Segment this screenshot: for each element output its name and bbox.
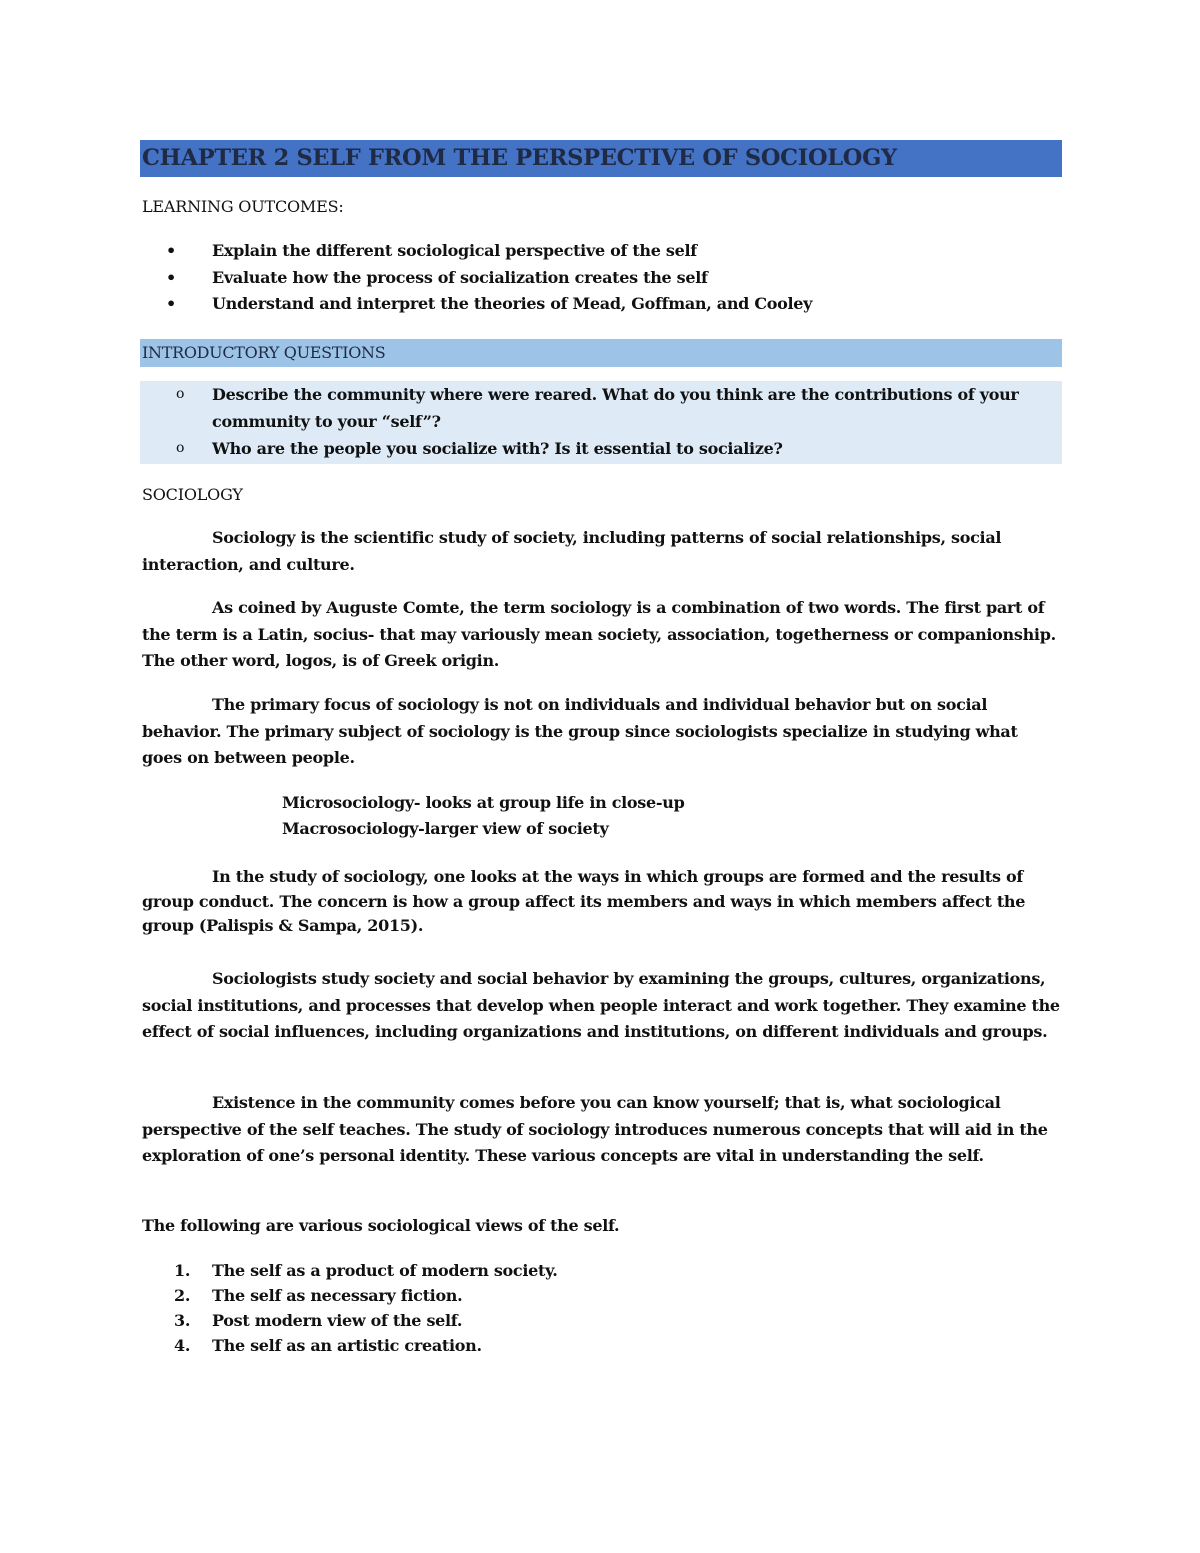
list-number: 4. <box>174 1336 191 1355</box>
paragraph: Sociologists study society and social behavior by examining the groups, cultures, organizations, social institutions, and processes that develop when people interact and work together. They examine the effect of social influences, including organizations and institutions, on different individuals and groups. <box>142 969 1060 1041</box>
learning-outcomes-list <box>140 238 812 318</box>
paragraph: Sociology is the scientific study of society, including patterns of social relationships, social interaction, and culture. <box>142 528 1002 574</box>
views-intro: The following are various sociological views of the self. <box>142 1216 620 1235</box>
document-page <box>140 140 1062 1355</box>
learning-outcomes-label: LEARNING OUTCOMES: <box>142 197 344 216</box>
introductory-questions-heading: INTRODUCTORY QUESTIONS <box>140 339 1062 367</box>
list-item: • Evaluate how the process of socialization creates the self <box>140 265 812 292</box>
list-item: 3. Post modern view of the self. <box>140 1308 558 1333</box>
sociology-heading: SOCIOLOGY <box>142 485 243 504</box>
chapter-title: CHAPTER 2 SELF FROM THE PERSPECTIVE OF SOCIOLOGY <box>140 140 1062 177</box>
list-number: 2. <box>174 1286 191 1305</box>
list-number: 3. <box>174 1311 191 1330</box>
bullet-icon: • <box>166 294 176 313</box>
list-item: 2. The self as necessary fiction. <box>140 1283 558 1308</box>
macrosociology-line: Macrosociology-larger view of society <box>282 819 609 838</box>
sociology-types <box>282 790 684 842</box>
paragraph: The primary focus of sociology is not on individuals and individual behavior but on social behavior. The primary subject of sociology is the group since sociologists specialize in studying what goes on between people. <box>142 695 1018 767</box>
views-list <box>140 1258 558 1358</box>
list-item: o Describe the community where were reared. What do you think are the contributions of your community to your “self”? <box>140 381 1062 435</box>
paragraph: In the study of sociology, one looks at the ways in which groups are formed and the results of group conduct. The concern is how a group affect its members and ways in which members affect the group (Palispis & Sampa, 2015). <box>142 867 1026 935</box>
bullet-icon: • <box>166 267 176 287</box>
microsociology-line: Microsociology- looks at group life in close-up <box>282 793 685 812</box>
list-item: • Explain the different sociological perspective of the self <box>140 238 812 265</box>
paragraph: Existence in the community comes before you can know yourself; that is, what sociological perspective of the self teaches. The study of sociology introduces numerous concepts that will aid in the exploration of one’s personal identity. These various concepts are vital in understanding the self. <box>142 1093 1048 1165</box>
list-item: 1. The self as a product of modern society. <box>140 1258 558 1283</box>
questions-list <box>140 381 1062 462</box>
list-item: • Understand and interpret the theories of Mead, Goffman, and Cooley <box>140 291 812 318</box>
list-item: o Who are the people you socialize with? Is it essential to socialize? <box>140 435 1062 462</box>
circle-bullet-icon: o <box>176 440 185 456</box>
circle-bullet-icon: o <box>176 386 185 402</box>
introductory-questions-box <box>140 381 1062 464</box>
list-number: 1. <box>174 1261 191 1280</box>
paragraph: As coined by Auguste Comte, the term sociology is a combination of two words. The first part of the term is a Latin, socius- that may variously mean society, association, togetherness or companionship. The other word, logos, is of Greek origin. <box>142 598 1056 670</box>
list-item: 4. The self as an artistic creation. <box>140 1333 558 1358</box>
bullet-icon: • <box>166 241 176 260</box>
